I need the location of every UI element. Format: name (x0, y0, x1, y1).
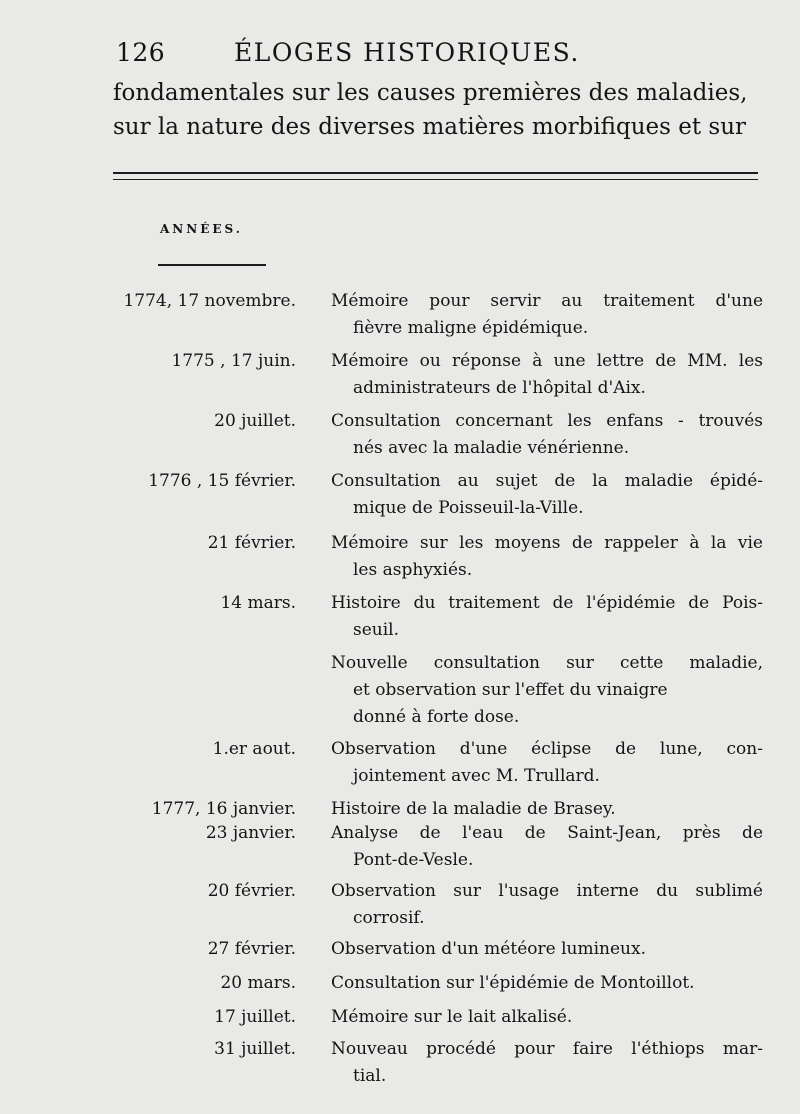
entry-date: 20 juillet. (214, 411, 296, 431)
entry-date: 17 juillet. (214, 1007, 296, 1027)
entry-description (331, 348, 763, 402)
entry-line: les asphyxiés. (353, 560, 473, 580)
entry-description (331, 530, 763, 584)
entry-line: Nouvelle consultation sur cette maladie, (331, 653, 763, 673)
entry-description (331, 590, 763, 644)
entry-description (331, 1004, 763, 1031)
entry-line: Analyse de l'eau de Saint-Jean, près de (331, 823, 763, 843)
entry-date: 1.er aout. (212, 739, 296, 759)
entry-date: 14 mars. (220, 593, 296, 613)
column-header-annees: ANNÉES. (160, 222, 243, 236)
entry-line: fièvre maligne épidémique. (353, 318, 589, 338)
entry-date: 27 février. (207, 939, 296, 959)
entry-line: Mémoire pour servir au traitement d'une (331, 291, 763, 311)
entry-description (331, 936, 763, 963)
entry-line: mique de Poisseuil-la-Ville. (353, 498, 584, 518)
entry-line: Mémoire sur les moyens de rappeler à la vie (331, 533, 763, 553)
entry-line: administrateurs de l'hôpital d'Aix. (353, 378, 646, 398)
page-number: 126 (116, 38, 166, 67)
continuation-line: fondamentales sur les causes premières des maladies, (113, 80, 748, 106)
entry-line: Pont-de-Vesle. (353, 850, 474, 870)
entry-description (331, 878, 763, 932)
entry-line: Observation d'un météore lumineux. (331, 939, 646, 959)
entry-date: 21 février. (207, 533, 296, 553)
column-header-rule (158, 264, 266, 266)
entry-description (331, 1036, 763, 1090)
entry-line: et observation sur l'effet du vinaigre (353, 680, 668, 700)
entry-line: corrosif. (353, 908, 425, 928)
entry-line: Consultation au sujet de la maladie épidé- (331, 471, 763, 491)
entry-line: seuil. (353, 620, 400, 640)
entry-date: 1774, 17 novembre. (123, 291, 296, 311)
entry-date: 1776 , 15 février. (148, 471, 296, 491)
entry-line: Histoire du traitement de l'épidémie de Pois- (331, 593, 763, 613)
entry-description (331, 970, 763, 997)
entry-description (331, 408, 763, 462)
entry-description (331, 736, 763, 790)
entry-line: Consultation concernant les enfans - trouvés (331, 411, 763, 431)
entry-description (331, 650, 763, 731)
entry-line: Observation d'une éclipse de lune, con- (331, 739, 763, 759)
entry-date: 1775 , 17 juin. (171, 351, 296, 371)
entry-date: 1777, 16 janvier. (151, 799, 296, 819)
entry-line: Consultation sur l'épidémie de Montoillot. (331, 973, 695, 993)
running-header (116, 38, 580, 67)
entry-line: Nouveau procédé pour faire l'éthiops mar- (331, 1039, 763, 1059)
entry-date: 31 juillet. (214, 1039, 296, 1059)
entry-line: tial. (353, 1066, 387, 1086)
entry-line: Observation sur l'usage interne du sublimé (331, 881, 763, 901)
entry-description (331, 796, 763, 823)
entry-date: 20 mars. (220, 973, 296, 993)
double-rule-divider (113, 172, 758, 180)
entry-date: 20 février. (207, 881, 296, 901)
entry-line: donné à forte dose. (353, 707, 520, 727)
entry-line: Mémoire ou réponse à une lettre de MM. les (331, 351, 763, 371)
entry-line: jointement avec M. Trullard. (353, 766, 600, 786)
entry-date: 23 janvier. (205, 823, 296, 843)
entry-line: Histoire de la maladie de Brasey. (331, 799, 616, 819)
continuation-line: sur la nature des diverses matières morbifiques et sur (113, 114, 747, 140)
page-title: ÉLOGES HISTORIQUES. (234, 38, 580, 67)
entry-line: Mémoire sur le lait alkalisé. (331, 1007, 573, 1027)
entry-line: nés avec la maladie vénérienne. (353, 438, 630, 458)
entry-description (331, 820, 763, 874)
entry-description (331, 288, 763, 342)
entry-description (331, 468, 763, 522)
